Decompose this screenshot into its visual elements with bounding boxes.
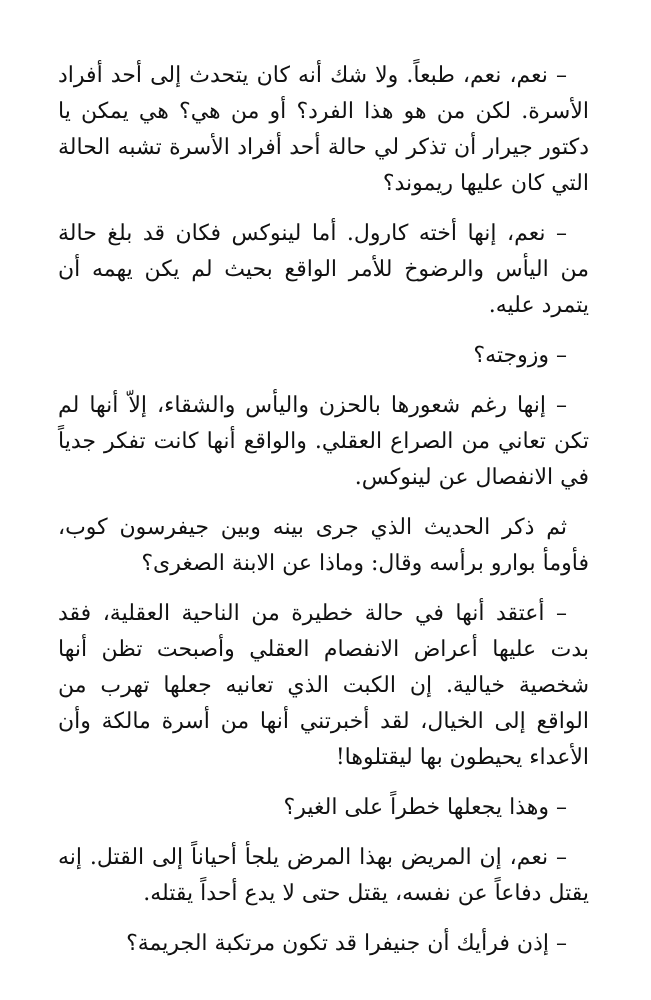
paragraph-2: – نعم، إنها أخته كارول. أما لينوكس فكان قد بلغ حالة من اليأس والرضوخ للأمر الواقع بحيث لم يكن يهمه أن يتمرد عليه.	[58, 221, 589, 318]
paragraph-1: – نعم، نعم، طبعاً. ولا شك أنه كان يتحدث إلى أحد أفراد الأسرة. لكن من هو هذا الفرد؟ أو من هي؟ هي يمكن يا دكتور جيرار أن تذكر لي حالة أحد أفراد الأسرة تشبه الحالة التي كان عليها ريموند؟	[58, 63, 589, 196]
paragraph-4: – إنها رغم شعورها بالحزن واليأس والشقاء، إلاّ أنها لم تكن تعاني من الصراع العقلي. والواقع أنها كانت تفكر جدياً في الانفصال عن لينوكس.	[58, 393, 589, 490]
paragraph-5: ثم ذكر الحديث الذي جرى بينه وبين جيفرسون كوب، فأومأ بوارو برأسه وقال: وماذا عن الابنة الصغرى؟	[58, 515, 589, 576]
paragraph-7: – وهذا يجعلها خطراً على الغير؟	[283, 795, 567, 820]
paragraph-8: – نعم، إن المريض بهذا المرض يلجأ أحياناً إلى القتل. إنه يقتل دفاعاً عن نفسه، يقتل حتى لا يدع أحداً يقتله.	[58, 845, 589, 906]
paragraph-3: – وزوجته؟	[473, 343, 567, 368]
paragraph-6: – أعتقد أنها في حالة خطيرة من الناحية العقلية، فقد بدت عليها أعراض الانفصام العقلي وأصبحت تظن أنها شخصية خيالية. إن الكبت الذي تعانيه جعلها تهرب من الواقع إلى الخيال، لقد أخبرتني أنها من أسرة مالكة وأن الأعداء يحيطون بها ليقتلوها!	[58, 601, 589, 770]
paragraph-9: – إذن فرأيك أن جنيفرا قد تكون مرتكبة الجريمة؟	[126, 931, 567, 956]
